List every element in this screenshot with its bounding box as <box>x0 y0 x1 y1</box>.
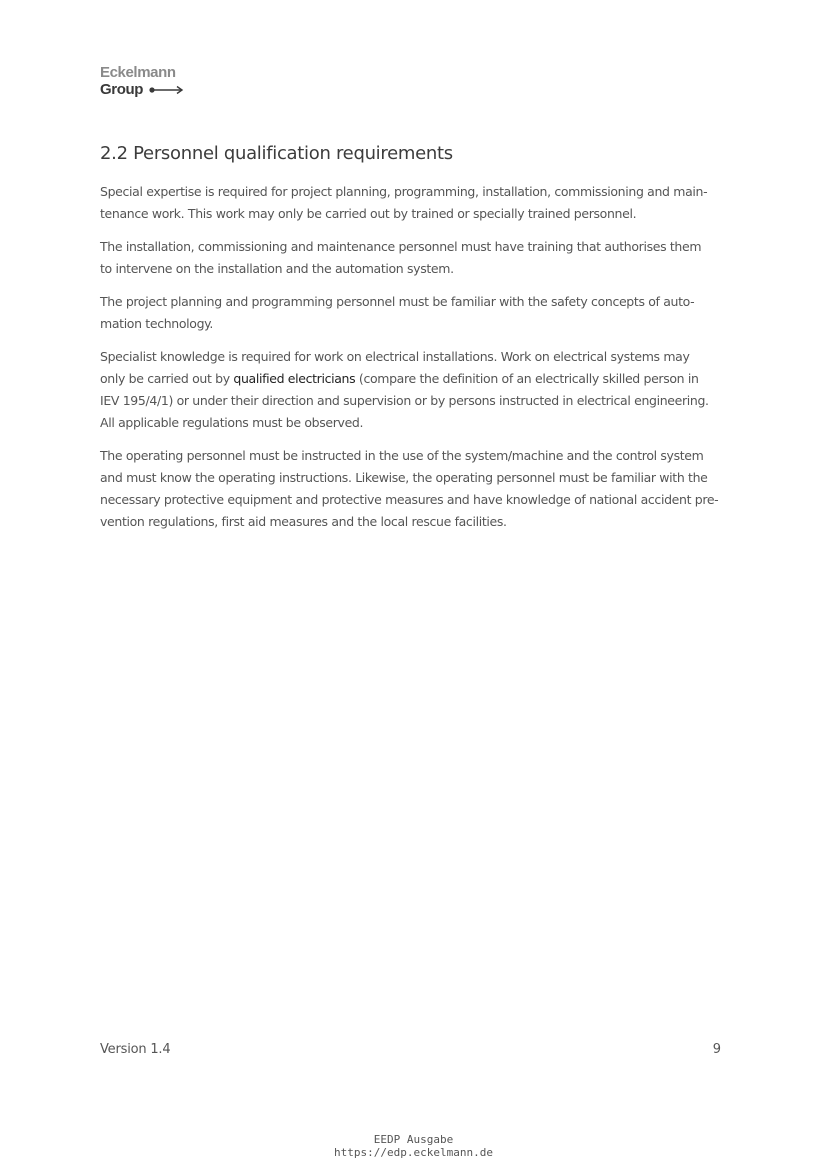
paragraph-line: Specialist knowledge is required for work on electrical installations. Work on electrical systems may <box>100 349 690 364</box>
text-run: (compare the definition of an electrically skilled person in <box>355 371 699 386</box>
paragraph-line: vention regulations, first aid measures and the local rescue facilities. <box>100 514 507 529</box>
paragraph-line: IEV 195/4/1) or under their direction and supervision or by persons instructed in electrical engineering. <box>100 393 709 408</box>
logo-text-eckelmann: Eckelmann <box>100 64 176 81</box>
stamp-url: https://edp.eckelmann.de <box>334 1146 493 1159</box>
stamp-line: EEDP Ausgabe <box>373 1133 454 1146</box>
paragraph-line: mation technology. <box>100 316 214 331</box>
paragraph-line: necessary protective equipment and protective measures and have knowledge of national accident pre- <box>100 492 719 507</box>
company-logo <box>100 64 200 100</box>
arrow-right-icon <box>149 85 185 95</box>
paragraph <box>100 291 730 335</box>
paragraph-line: All applicable regulations must be observed. <box>100 415 364 430</box>
paragraph <box>100 236 730 280</box>
paragraph-line: The operating personnel must be instructed in the use of the system/machine and the control system <box>100 448 704 463</box>
text-run: only be carried out by <box>100 371 234 386</box>
footer-version: Version 1.4 <box>100 1042 171 1057</box>
qualified-electricians-term: qualified electricians <box>233 371 356 386</box>
paragraph <box>100 346 730 434</box>
paragraph-line: and must know the operating instructions. Likewise, the operating personnel must be familiar with the <box>100 470 708 485</box>
paragraph-line: Special expertise is required for project planning, programming, installation, commissioning and main- <box>100 184 708 199</box>
print-stamp <box>0 1133 827 1159</box>
page-number: 9 <box>712 1042 721 1057</box>
paragraph <box>100 445 730 533</box>
logo-group-line <box>100 81 200 98</box>
paragraph-line: to intervene on the installation and the automation system. <box>100 261 454 276</box>
paragraph-line: The project planning and programming personnel must be familiar with the safety concepts of auto- <box>100 294 695 309</box>
paragraph <box>100 181 730 225</box>
paragraph-line: tenance work. This work may only be carried out by trained or specially trained personnel. <box>100 206 637 221</box>
logo-text-group: Group <box>100 81 143 98</box>
paragraph-line <box>100 368 730 390</box>
section-body <box>100 181 730 544</box>
paragraph-line: The installation, commissioning and maintenance personnel must have training that authorises them <box>100 239 702 254</box>
section-heading: 2.2 Personnel qualification requirements <box>100 143 453 164</box>
